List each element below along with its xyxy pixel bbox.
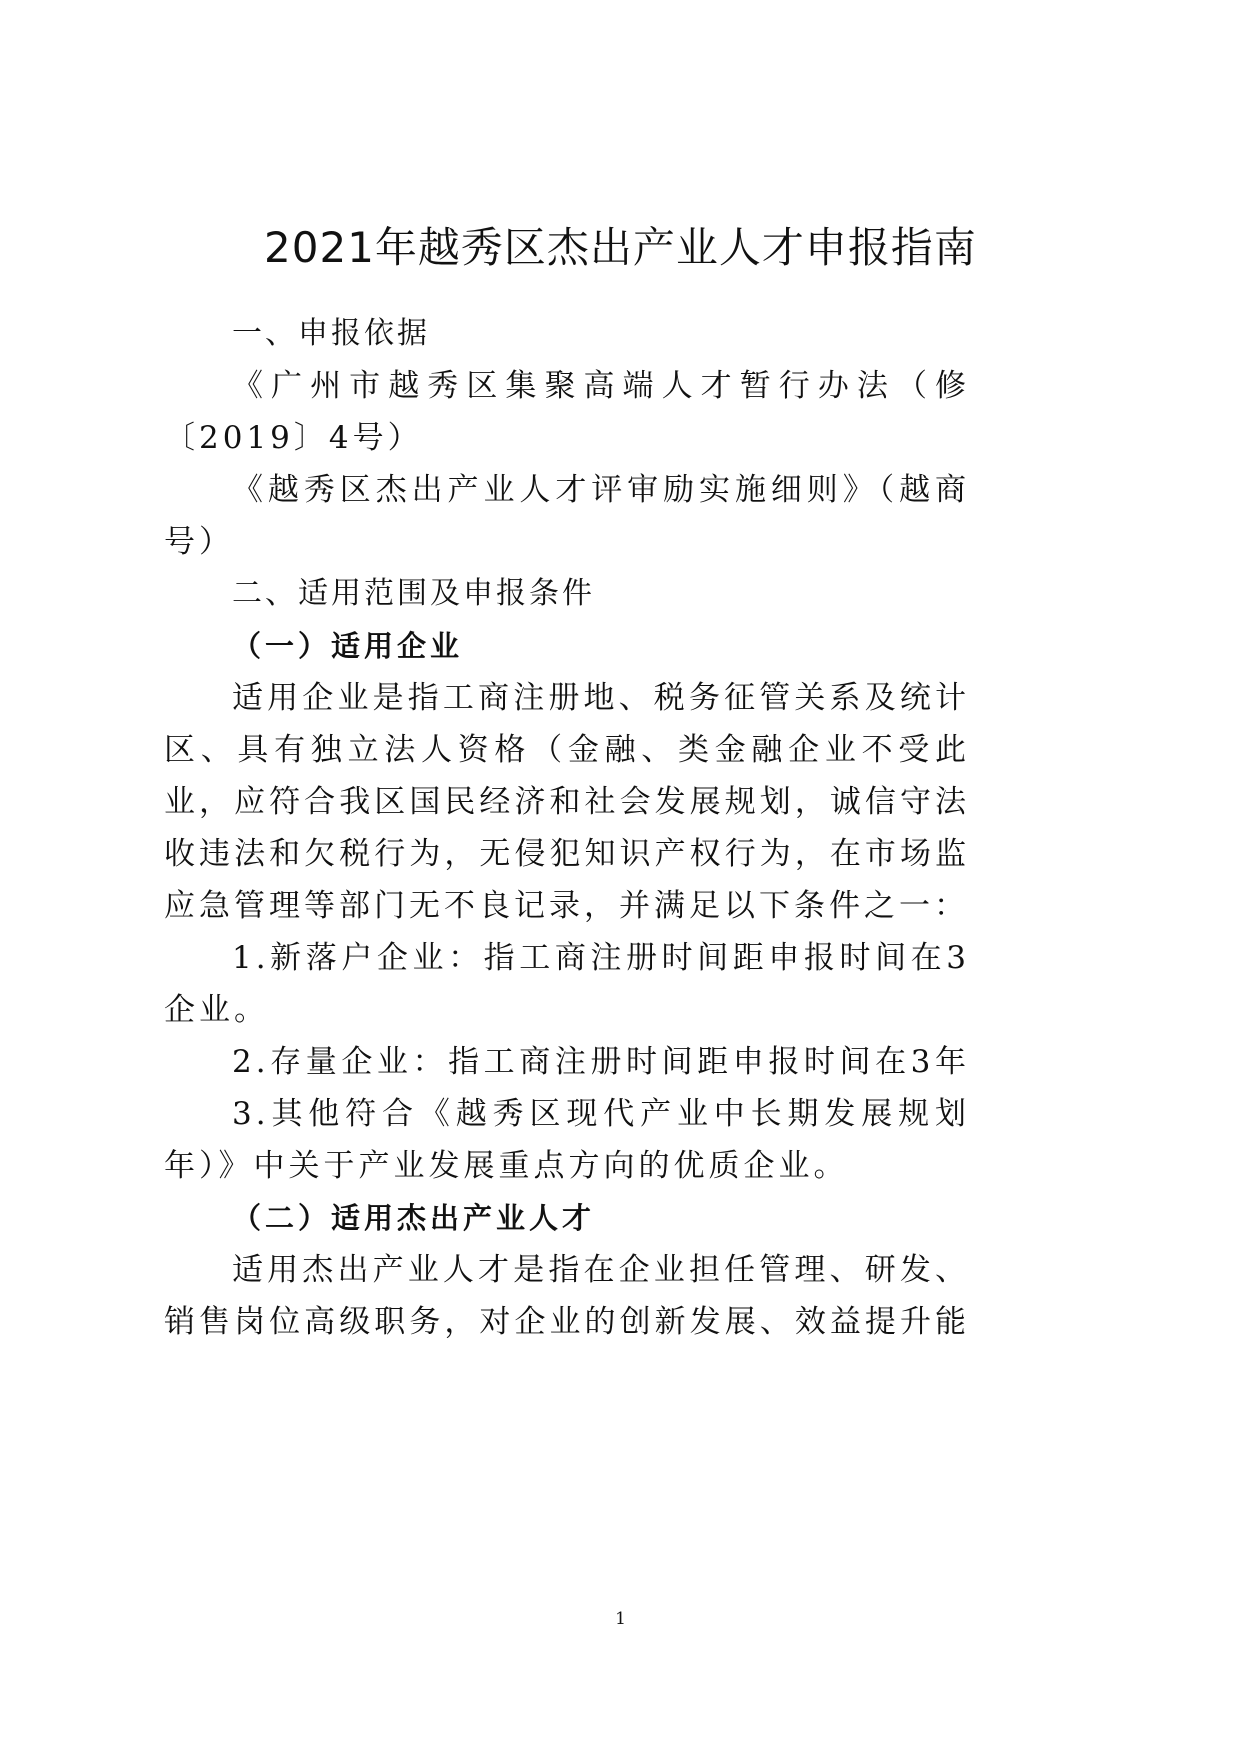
- basis-reference-1-line-2: 〔2019〕4号）: [164, 420, 423, 456]
- condition-item-1-line-1: 1.新落户企业：指工商注册时间距申报时间在3: [232, 940, 970, 976]
- condition-item-3-line-2: 年）》中关于产业发展重点方向的优质企业。: [164, 1148, 849, 1184]
- talent-paragraph-line-2: 销售岗位高级职务，对企业的创新发展、效益提升能: [164, 1304, 970, 1340]
- section-heading-basis: 一、申报依据: [232, 316, 430, 351]
- condition-item-3-line-1: 3.其他符合《越秀区现代产业中长期发展规划: [232, 1096, 970, 1132]
- talent-paragraph-line-1: 适用杰出产业人才是指在企业担任管理、研发、: [232, 1252, 970, 1288]
- enterprise-paragraph-line-2: 区、具有独立法人资格（金融、类金融企业不受此: [164, 732, 970, 768]
- enterprise-paragraph-line-4: 收违法和欠税行为，无侵犯知识产权行为，在市场监: [164, 836, 970, 872]
- document-title: 2021年越秀区杰出产业人才申报指南: [264, 223, 977, 272]
- subheading-applicable-talent: （二）适用杰出产业人才: [232, 1201, 596, 1235]
- page-number: 1: [615, 1609, 626, 1629]
- basis-reference-2-line-2: 号）: [164, 524, 234, 560]
- section-heading-scope: 二、适用范围及申报条件: [232, 576, 595, 611]
- enterprise-paragraph-line-1: 适用企业是指工商注册地、税务征管关系及统计: [232, 680, 970, 716]
- condition-item-1-line-2: 企业。: [164, 992, 269, 1028]
- enterprise-paragraph-line-3: 业，应符合我区国民经济和社会发展规划，诚信守法: [164, 784, 970, 820]
- condition-item-2: 2.存量企业：指工商注册时间距申报时间在3年: [232, 1044, 970, 1080]
- basis-reference-1-line-1: 《广州市越秀区集聚高端人才暂行办法（修: [232, 368, 970, 404]
- subheading-applicable-enterprises: （一）适用企业: [232, 629, 464, 663]
- basis-reference-2-line-1: 《越秀区杰出产业人才评审励实施细则》（越商: [232, 472, 970, 508]
- enterprise-paragraph-line-5: 应急管理等部门无不良记录，并满足以下条件之一：: [164, 888, 969, 924]
